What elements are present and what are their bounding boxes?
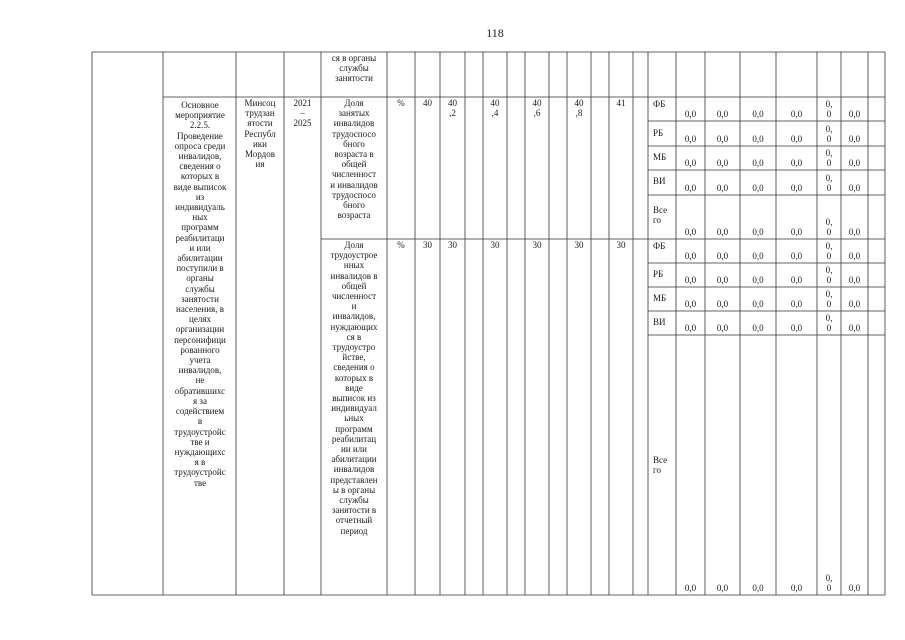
funding-amount-cell: 0,0 <box>848 299 861 309</box>
funding-source: Все го <box>653 205 668 226</box>
funding-amount-cell: 0,0 <box>848 158 861 168</box>
funding-amount-cell: 0,0 <box>790 299 803 309</box>
funding-amount-cell: 0,0 <box>790 583 803 593</box>
indicator-1-value: 40 ,6 <box>532 98 542 119</box>
funding-amount-cell: 0,0 <box>716 109 729 119</box>
funding-amount-cell: 0,0 <box>752 227 764 237</box>
funding-source: ФБ <box>653 241 666 251</box>
funding-amount-cell: 0,0 <box>848 134 861 144</box>
funding-amount-cell: 0,0 <box>716 227 729 237</box>
indicator-2-unit: % <box>397 240 405 250</box>
funding-source: ВИ <box>653 176 666 186</box>
indicator-1-value: 40 <box>423 98 432 108</box>
indicator-2-value: 30 <box>423 240 432 250</box>
funding-amount-cell: 0, 0 <box>825 124 833 145</box>
funding-amount-cell: 0,0 <box>684 109 697 119</box>
indicator-2-value: 30 <box>574 240 584 250</box>
funding-amount-cell: 0,0 <box>848 109 861 119</box>
funding-amount-cell: 0,0 <box>848 183 861 193</box>
indicator-1-value: 40 ,8 <box>574 98 584 119</box>
funding-amount-cell: 0,0 <box>790 183 803 193</box>
funding-amount-cell: 0,0 <box>684 134 697 144</box>
funding-source: МБ <box>653 152 667 162</box>
funding-amount-cell: 0, 0 <box>825 313 833 334</box>
funding-amount-cell: 0,0 <box>790 109 803 119</box>
funding-amount-cell: 0,0 <box>684 323 697 333</box>
funding-amount-cell: 0,0 <box>848 251 861 261</box>
funding-amount-cell: 0,0 <box>684 583 697 593</box>
funding-amount-cell: 0,0 <box>716 583 729 593</box>
funding-amount-cell: 0,0 <box>848 227 861 237</box>
funding-amount-cell: 0,0 <box>684 299 697 309</box>
funding-source: ФБ <box>653 99 666 109</box>
funding-amount-cell: 0,0 <box>790 275 803 285</box>
funding-amount-cell: 0, 0 <box>825 99 833 120</box>
funding-amount-cell: 0,0 <box>752 583 764 593</box>
funding-amount-cell: 0,0 <box>752 109 764 119</box>
funding-amount-cell: 0, 0 <box>825 173 833 194</box>
funding-amount-cell: 0, 0 <box>825 217 833 238</box>
funding-amount-cell: 0,0 <box>752 299 764 309</box>
funding-amount-cell: 0,0 <box>790 251 803 261</box>
funding-amount-cell: 0, 0 <box>825 241 833 262</box>
funding-amount-cell: 0,0 <box>848 583 861 593</box>
funding-amount-cell: 0,0 <box>716 134 729 144</box>
funding-source: РБ <box>653 128 664 138</box>
funding-amount-cell: 0,0 <box>752 183 764 193</box>
indicator-2-value: 30 <box>490 240 500 250</box>
indicator-1-value: 40 ,2 <box>448 98 457 119</box>
funding-amount-cell: 0, 0 <box>825 573 833 594</box>
funding-amount-cell: 0,0 <box>716 323 729 333</box>
funding-amount-cell: 0,0 <box>790 134 803 144</box>
indicator-2-value: 30 <box>448 240 457 250</box>
indicator-1-name: Доля занятых инвалидов трудоспосо бного возраста в общей численност и инвалидов трудоспосо бного возраста <box>330 98 378 221</box>
funding-amount-cell: 0,0 <box>684 158 697 168</box>
funding-amount-cell: 0,0 <box>684 275 697 285</box>
funding-amount-cell: 0,0 <box>716 251 729 261</box>
funding-amount-cell: 0, 0 <box>825 289 833 310</box>
funding-amount-cell: 0,0 <box>752 158 764 168</box>
funding-amount-cell: 0, 0 <box>825 148 833 169</box>
funding-amount-cell: 0,0 <box>684 183 697 193</box>
funding-amount-cell: 0,0 <box>716 158 729 168</box>
indicator-2-value: 30 <box>616 240 626 250</box>
funding-source: ВИ <box>653 317 666 327</box>
indicator-1-value: 40 ,4 <box>490 98 500 119</box>
funding-amount-cell: 0,0 <box>716 183 729 193</box>
page-number: 118 <box>486 26 504 40</box>
funding-amount-cell: 0,0 <box>848 323 861 333</box>
funding-amount-cell: 0,0 <box>684 251 697 261</box>
funding-source: МБ <box>653 293 667 303</box>
funding-source: РБ <box>653 269 664 279</box>
funding-amount-cell: 0,0 <box>790 227 803 237</box>
executor: Минсоц трудзан ятости Республ ики Мордов ия <box>244 98 276 170</box>
funding-amount-cell: 0,0 <box>752 251 764 261</box>
period: 2021 – 2025 <box>293 98 312 129</box>
funding-amount-cell: 0,0 <box>790 323 803 333</box>
funding-amount-cell: 0,0 <box>716 299 729 309</box>
funding-source: Все го <box>653 455 668 476</box>
funding-amount-cell: 0,0 <box>848 275 861 285</box>
indicator-1-unit: % <box>397 98 405 108</box>
activity-name: Основное мероприятие 2.2.5. Проведение опроса среди инвалидов, сведения о которых в виде выписок из индивидуаль ных программ реабилитаци и или абилитации поступили в органы службы занятости населения, в целях организации персонифици рованного учета инвалидов, не обратившихс я за содействием в трудоустройс тве и нуждающихс я в трудоустройс тве <box>173 100 227 488</box>
indicator-2-name: Доля трудоустрое нных инвалидов в общей численност и инвалидов, нуждающих ся в трудоустро йстве, сведения о которых в виде выписок из индивидуал ьных программ реабилитац ии или абилитации инвалидов представлен ы в органы службы занятости в отчетный период <box>330 240 378 536</box>
funding-amount-cell: 0,0 <box>790 158 803 168</box>
indicator-continuation: ся в органы службы занятости <box>331 53 377 84</box>
funding-amount-cell: 0,0 <box>752 275 764 285</box>
funding-amount-cell: 0, 0 <box>825 265 833 286</box>
funding-amount-cell: 0,0 <box>716 275 729 285</box>
indicator-2-value: 30 <box>532 240 542 250</box>
funding-amount-cell: 0,0 <box>752 323 764 333</box>
funding-amount-cell: 0,0 <box>752 134 764 144</box>
funding-amount-cell: 0,0 <box>684 227 697 237</box>
indicator-1-value: 41 <box>616 98 626 108</box>
